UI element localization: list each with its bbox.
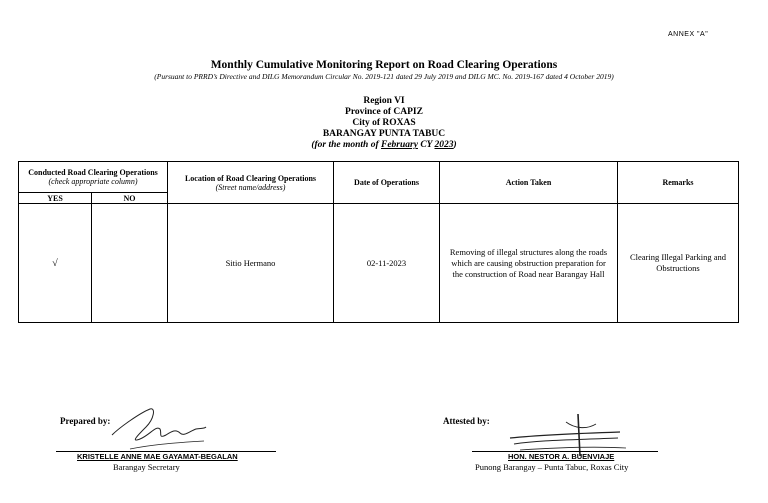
prepared-role: Barangay Secretary xyxy=(113,462,180,472)
header-conducted-note: (check appropriate column) xyxy=(48,177,138,186)
header-location-title: Location of Road Clearing Operations xyxy=(184,173,317,183)
period-suffix: ) xyxy=(453,140,457,150)
cell-location: Sitio Hermano xyxy=(168,204,334,323)
header-date: Date of Operations xyxy=(334,162,440,204)
cell-action: Removing of illegal structures along the roads which are causing obstruction preparation for the construction of Road near Barangay Hall xyxy=(440,204,618,323)
cell-date: 02-11-2023 xyxy=(334,204,440,323)
header-action: Action Taken xyxy=(440,162,618,204)
region-line: Region VI xyxy=(363,96,405,106)
prepared-name: KRISTELLE ANNE MAE GAYAMAT-BEGALAN xyxy=(77,452,238,461)
header-conducted-title: Conducted Road Clearing Operations xyxy=(28,168,158,177)
attested-role: Punong Barangay – Punta Tabuc, Roxas City xyxy=(475,462,629,472)
period-mid: CY xyxy=(417,140,435,150)
header-yes: YES xyxy=(19,193,92,204)
header-location xyxy=(168,162,334,204)
road-clearing-table xyxy=(18,161,739,323)
province-line: Province of CAPIZ xyxy=(345,107,423,117)
cell-yes: √ xyxy=(19,204,92,323)
report-subtitle: (Pursuant to PRRD’s Directive and DILG Memorandum Circular No. 2019-121 dated 29 July 2019 and DILG MC. No. 2019-167 dated 4 October 2019) xyxy=(154,72,614,81)
period-line xyxy=(0,140,768,151)
cell-no xyxy=(92,204,168,323)
city-line: City of ROXAS xyxy=(352,118,416,128)
header-conducted xyxy=(19,162,168,193)
prepared-by-label: Prepared by: xyxy=(60,416,111,426)
annex-label: ANNEX "A" xyxy=(668,31,709,38)
cell-remarks: Clearing Illegal Parking and Obstructions xyxy=(618,204,739,323)
attested-by-label: Attested by: xyxy=(443,416,490,426)
header-remarks: Remarks xyxy=(618,162,739,204)
barangay-line: BARANGAY PUNTA TABUC xyxy=(322,129,446,139)
table-row xyxy=(19,204,739,323)
table-header-row xyxy=(19,162,739,193)
period-year: 2023 xyxy=(434,140,454,150)
period-month: February xyxy=(381,140,418,150)
prepared-signature xyxy=(100,405,220,455)
period-prefix: (for the month of xyxy=(311,140,381,150)
attested-name: HON. NESTOR A. BUENVIAJE xyxy=(508,452,615,461)
header-no: NO xyxy=(92,193,168,204)
report-title: Monthly Cumulative Monitoring Report on Road Clearing Operations xyxy=(210,59,558,71)
header-location-note: (Street name/address) xyxy=(215,182,286,192)
